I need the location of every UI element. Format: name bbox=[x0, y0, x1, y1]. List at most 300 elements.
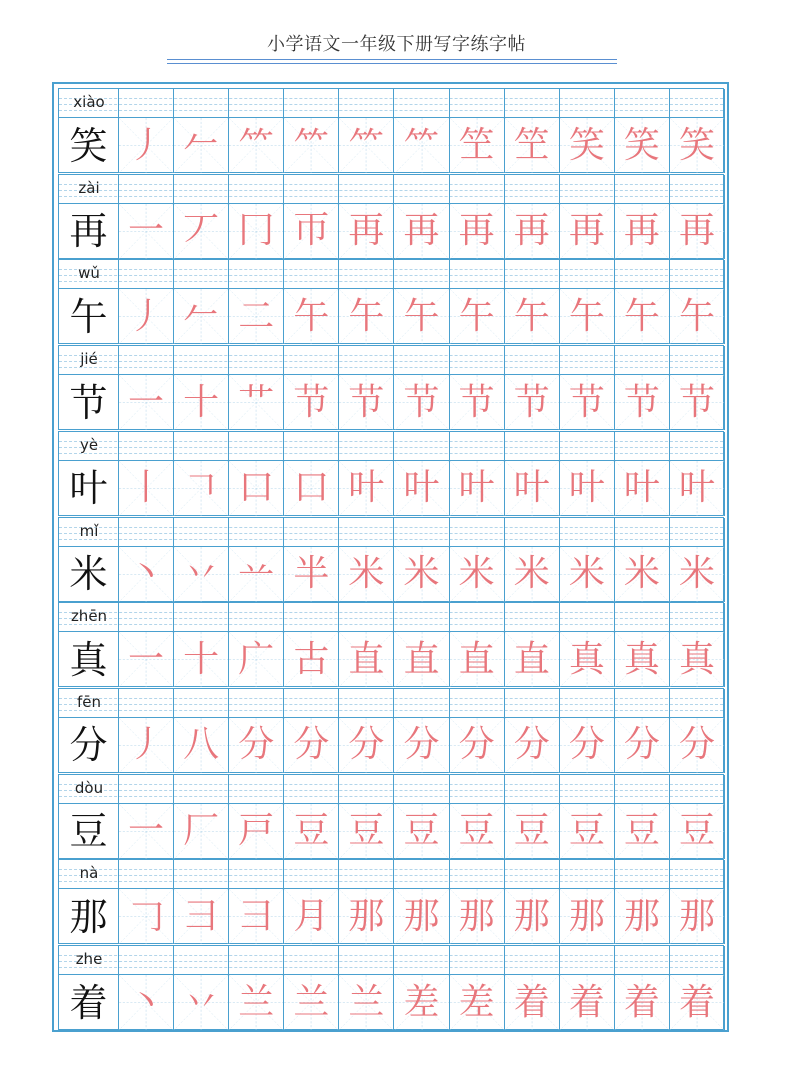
stroke-step-character: 分 bbox=[348, 724, 385, 766]
tracing-cell[interactable] bbox=[339, 204, 394, 259]
pinyin-practice-cell bbox=[229, 432, 284, 462]
tracing-cell[interactable] bbox=[284, 118, 339, 173]
tracing-cell[interactable] bbox=[174, 204, 229, 259]
tracing-cell[interactable] bbox=[339, 975, 394, 1030]
pinyin-practice-cell bbox=[615, 432, 670, 462]
stroke-step-character: 彐 bbox=[183, 895, 220, 937]
tracing-cell[interactable] bbox=[339, 804, 394, 859]
pinyin-practice-cell bbox=[560, 518, 615, 548]
tracing-cell[interactable] bbox=[174, 975, 229, 1030]
model-character-cell bbox=[59, 375, 119, 430]
pinyin-practice-cell bbox=[395, 175, 450, 205]
tracing-cell[interactable] bbox=[119, 289, 174, 344]
pinyin-practice-cell bbox=[174, 518, 229, 548]
stroke-step-character: 再 bbox=[679, 210, 716, 252]
tracing-cell[interactable] bbox=[670, 118, 725, 173]
stroke-step-character: 米 bbox=[623, 553, 660, 594]
stroke-step-character: 丿 bbox=[128, 295, 165, 337]
tracing-cell[interactable] bbox=[670, 975, 725, 1030]
model-character-cell bbox=[59, 718, 119, 773]
pinyin-label: dòu bbox=[74, 778, 104, 797]
stroke-step-character: 豆 bbox=[348, 810, 385, 852]
tracing-cell[interactable] bbox=[450, 632, 505, 687]
stroke-step-character: 真 bbox=[679, 638, 716, 680]
character-band bbox=[58, 718, 724, 773]
pinyin-label-cell bbox=[59, 603, 119, 633]
tracing-cell[interactable] bbox=[505, 804, 560, 859]
pinyin-practice-cell bbox=[174, 432, 229, 462]
model-character: 真 bbox=[69, 637, 108, 682]
tracing-cell[interactable] bbox=[670, 461, 725, 516]
pinyin-practice-cell bbox=[450, 260, 505, 290]
pinyin-practice-cell bbox=[284, 89, 339, 119]
stroke-step-character: 丿 bbox=[128, 124, 165, 166]
pinyin-label: jié bbox=[80, 350, 98, 369]
pinyin-practice-cell bbox=[229, 89, 284, 119]
stroke-step-character: 丷 bbox=[183, 553, 220, 594]
practice-row-2 bbox=[58, 174, 724, 259]
tracing-cell[interactable] bbox=[505, 461, 560, 516]
stroke-step-character: 二 bbox=[238, 295, 275, 337]
pinyin-practice-cell bbox=[395, 689, 450, 719]
pinyin-label-cell bbox=[59, 775, 119, 805]
pinyin-practice-cell bbox=[615, 946, 670, 976]
pinyin-practice-cell bbox=[339, 689, 394, 719]
tracing-cell[interactable] bbox=[450, 118, 505, 173]
tracing-cell[interactable] bbox=[670, 375, 725, 430]
tracing-cell[interactable] bbox=[450, 289, 505, 344]
tracing-cell[interactable] bbox=[229, 547, 284, 602]
tracing-cell[interactable] bbox=[505, 632, 560, 687]
pinyin-practice-cell bbox=[339, 260, 394, 290]
pinyin-practice-cell bbox=[505, 432, 560, 462]
stroke-step-character: 口 bbox=[238, 467, 275, 509]
model-character: 再 bbox=[69, 209, 108, 254]
stroke-step-character: 豆 bbox=[679, 810, 716, 852]
tracing-cell[interactable] bbox=[615, 289, 670, 344]
pinyin-practice-cell bbox=[670, 689, 725, 719]
tracing-cell[interactable] bbox=[505, 289, 560, 344]
stroke-step-character: ⺮ bbox=[348, 124, 385, 166]
practice-row-1 bbox=[58, 88, 724, 173]
stroke-step-character: 午 bbox=[513, 295, 550, 337]
tracing-cell[interactable] bbox=[174, 632, 229, 687]
tracing-cell[interactable] bbox=[284, 547, 339, 602]
pinyin-band bbox=[58, 602, 724, 632]
stroke-step-character: 䒑 bbox=[238, 553, 275, 594]
pinyin-practice-cell bbox=[395, 860, 450, 890]
stroke-step-character: 着 bbox=[623, 981, 660, 1023]
pinyin-practice-cell bbox=[229, 603, 284, 633]
stroke-step-character: 那 bbox=[458, 895, 495, 937]
stroke-step-character: 八 bbox=[183, 724, 220, 766]
tracing-cell[interactable] bbox=[119, 461, 174, 516]
tracing-cell[interactable] bbox=[339, 718, 394, 773]
tracing-cell[interactable] bbox=[615, 718, 670, 773]
tracing-cell[interactable] bbox=[395, 547, 450, 602]
tracing-cell[interactable] bbox=[119, 889, 174, 944]
pinyin-practice-cell bbox=[505, 775, 560, 805]
model-character-cell bbox=[59, 547, 119, 602]
tracing-cell[interactable] bbox=[670, 889, 725, 944]
tracing-cell[interactable] bbox=[560, 375, 615, 430]
tracing-cell[interactable] bbox=[670, 632, 725, 687]
tracing-cell[interactable] bbox=[560, 118, 615, 173]
pinyin-label-cell bbox=[59, 175, 119, 205]
pinyin-practice-cell bbox=[615, 175, 670, 205]
pinyin-practice-cell bbox=[450, 775, 505, 805]
tracing-cell[interactable] bbox=[119, 718, 174, 773]
model-character-cell bbox=[59, 889, 119, 944]
tracing-cell[interactable] bbox=[395, 204, 450, 259]
stroke-step-character: 再 bbox=[348, 210, 385, 252]
tracing-cell[interactable] bbox=[339, 118, 394, 173]
tracing-cell[interactable] bbox=[615, 804, 670, 859]
model-character-cell bbox=[59, 975, 119, 1030]
tracing-cell[interactable] bbox=[560, 547, 615, 602]
pinyin-practice-cell bbox=[229, 175, 284, 205]
stroke-step-character: 帀 bbox=[293, 210, 330, 252]
tracing-cell[interactable] bbox=[615, 632, 670, 687]
stroke-step-character: 兰 bbox=[348, 981, 385, 1023]
stroke-step-character: 着 bbox=[513, 981, 550, 1023]
tracing-cell[interactable] bbox=[560, 632, 615, 687]
pinyin-practice-cell bbox=[339, 346, 394, 376]
pinyin-practice-cell bbox=[670, 346, 725, 376]
pinyin-practice-cell bbox=[670, 775, 725, 805]
stroke-step-character: 丆 bbox=[183, 210, 220, 252]
tracing-cell[interactable] bbox=[174, 804, 229, 859]
pinyin-band bbox=[58, 259, 724, 289]
tracing-cell[interactable] bbox=[670, 204, 725, 259]
pinyin-label: nà bbox=[79, 864, 99, 883]
stroke-step-character: 笁 bbox=[458, 124, 495, 166]
stroke-step-character: 一 bbox=[128, 810, 165, 852]
pinyin-practice-cell bbox=[395, 946, 450, 976]
tracing-cell[interactable] bbox=[450, 718, 505, 773]
tracing-cell[interactable] bbox=[505, 889, 560, 944]
stroke-step-character: 叶 bbox=[679, 467, 716, 509]
model-character-cell bbox=[59, 461, 119, 516]
tracing-cell[interactable] bbox=[284, 375, 339, 430]
tracing-cell[interactable] bbox=[119, 804, 174, 859]
stroke-step-character: 那 bbox=[403, 895, 440, 937]
pinyin-practice-cell bbox=[119, 946, 174, 976]
stroke-step-character: 节 bbox=[568, 381, 605, 423]
stroke-step-character: 米 bbox=[403, 553, 440, 594]
pinyin-practice-cell bbox=[450, 603, 505, 633]
tracing-cell[interactable] bbox=[229, 118, 284, 173]
tracing-cell[interactable] bbox=[339, 375, 394, 430]
pinyin-practice-cell bbox=[560, 432, 615, 462]
stroke-step-character: 丿 bbox=[128, 724, 165, 766]
tracing-cell[interactable] bbox=[339, 289, 394, 344]
stroke-step-character: 分 bbox=[568, 724, 605, 766]
stroke-step-character: 分 bbox=[513, 724, 550, 766]
pinyin-label: xiào bbox=[73, 93, 105, 111]
stroke-step-character: 节 bbox=[293, 381, 330, 423]
pinyin-practice-cell bbox=[450, 860, 505, 890]
tracing-cell[interactable] bbox=[119, 547, 174, 602]
pinyin-practice-cell bbox=[450, 346, 505, 376]
tracing-cell[interactable] bbox=[284, 632, 339, 687]
tracing-cell[interactable] bbox=[284, 289, 339, 344]
tracing-cell[interactable] bbox=[119, 375, 174, 430]
pinyin-practice-cell bbox=[174, 175, 229, 205]
pinyin-practice-cell bbox=[284, 603, 339, 633]
tracing-cell[interactable] bbox=[229, 632, 284, 687]
pinyin-practice-cell bbox=[505, 689, 560, 719]
tracing-cell[interactable] bbox=[284, 889, 339, 944]
tracing-cell[interactable] bbox=[450, 547, 505, 602]
tracing-cell[interactable] bbox=[395, 975, 450, 1030]
tracing-cell[interactable] bbox=[615, 547, 670, 602]
stroke-step-character: 差 bbox=[403, 981, 440, 1023]
pinyin-practice-cell bbox=[229, 775, 284, 805]
model-character: 节 bbox=[69, 380, 108, 425]
tracing-cell[interactable] bbox=[229, 461, 284, 516]
pinyin-label-cell bbox=[59, 946, 119, 976]
stroke-step-character: 丶 bbox=[128, 553, 165, 594]
pinyin-practice-cell bbox=[339, 775, 394, 805]
tracing-cell[interactable] bbox=[560, 804, 615, 859]
practice-row-11 bbox=[58, 945, 724, 1030]
tracing-cell[interactable] bbox=[395, 289, 450, 344]
pinyin-practice-cell bbox=[229, 518, 284, 548]
pinyin-practice-cell bbox=[119, 346, 174, 376]
tracing-cell[interactable] bbox=[229, 804, 284, 859]
pinyin-practice-cell bbox=[670, 260, 725, 290]
pinyin-practice-cell bbox=[395, 89, 450, 119]
tracing-cell[interactable] bbox=[119, 632, 174, 687]
pinyin-band bbox=[58, 859, 724, 889]
tracing-cell[interactable] bbox=[560, 289, 615, 344]
tracing-cell[interactable] bbox=[229, 889, 284, 944]
pinyin-practice-cell bbox=[560, 260, 615, 290]
tracing-cell[interactable] bbox=[505, 975, 560, 1030]
stroke-step-character: 丶 bbox=[128, 981, 165, 1023]
stroke-step-character: 一 bbox=[128, 210, 165, 252]
stroke-step-character: 古 bbox=[293, 638, 330, 680]
pinyin-practice-cell bbox=[174, 689, 229, 719]
stroke-step-character: 叶 bbox=[458, 467, 495, 509]
tracing-cell[interactable] bbox=[395, 632, 450, 687]
character-band bbox=[58, 804, 724, 859]
tracing-cell[interactable] bbox=[339, 461, 394, 516]
tracing-cell[interactable] bbox=[174, 718, 229, 773]
stroke-step-character: ⺮ bbox=[238, 124, 275, 166]
tracing-cell[interactable] bbox=[174, 547, 229, 602]
tracing-cell[interactable] bbox=[395, 804, 450, 859]
practice-row-10 bbox=[58, 859, 724, 944]
pinyin-practice-cell bbox=[284, 432, 339, 462]
tracing-cell[interactable] bbox=[395, 889, 450, 944]
tracing-cell[interactable] bbox=[560, 889, 615, 944]
stroke-step-character: 那 bbox=[348, 895, 385, 937]
pinyin-practice-cell bbox=[560, 946, 615, 976]
character-band bbox=[58, 204, 724, 259]
pinyin-practice-cell bbox=[615, 860, 670, 890]
character-band bbox=[58, 461, 724, 516]
tracing-cell[interactable] bbox=[505, 118, 560, 173]
pinyin-label-cell bbox=[59, 689, 119, 719]
pinyin-label-cell bbox=[59, 346, 119, 376]
practice-row-6 bbox=[58, 517, 724, 602]
pinyin-practice-cell bbox=[174, 603, 229, 633]
pinyin-practice-cell bbox=[560, 175, 615, 205]
stroke-step-character: 叶 bbox=[623, 467, 660, 509]
stroke-step-character: 节 bbox=[623, 381, 660, 423]
tracing-cell[interactable] bbox=[339, 547, 394, 602]
pinyin-practice-cell bbox=[560, 860, 615, 890]
stroke-step-character: ⺮ bbox=[293, 124, 330, 166]
model-character: 着 bbox=[69, 980, 108, 1025]
character-band bbox=[58, 289, 724, 344]
tracing-cell[interactable] bbox=[339, 889, 394, 944]
tracing-cell[interactable] bbox=[174, 289, 229, 344]
stroke-step-character: 直 bbox=[458, 638, 495, 680]
pinyin-label-cell bbox=[59, 89, 119, 119]
pinyin-practice-cell bbox=[615, 346, 670, 376]
tracing-cell[interactable] bbox=[450, 204, 505, 259]
stroke-step-character: 叶 bbox=[403, 467, 440, 509]
stroke-step-character: 口 bbox=[293, 467, 330, 509]
tracing-cell[interactable] bbox=[174, 889, 229, 944]
tracing-cell[interactable] bbox=[119, 975, 174, 1030]
tracing-cell[interactable] bbox=[560, 204, 615, 259]
tracing-cell[interactable] bbox=[505, 718, 560, 773]
stroke-step-character: 直 bbox=[348, 638, 385, 680]
model-character-cell bbox=[59, 804, 119, 859]
stroke-step-character: 分 bbox=[679, 724, 716, 766]
model-character: 午 bbox=[69, 294, 108, 339]
pinyin-practice-cell bbox=[615, 689, 670, 719]
pinyin-practice-cell bbox=[450, 432, 505, 462]
tracing-cell[interactable] bbox=[670, 289, 725, 344]
pinyin-practice-cell bbox=[119, 775, 174, 805]
tracing-cell[interactable] bbox=[615, 889, 670, 944]
tracing-cell[interactable] bbox=[670, 804, 725, 859]
stroke-step-character: 广 bbox=[238, 638, 275, 680]
tracing-cell[interactable] bbox=[670, 718, 725, 773]
pinyin-practice-cell bbox=[505, 260, 560, 290]
tracing-cell[interactable] bbox=[284, 804, 339, 859]
tracing-cell[interactable] bbox=[615, 975, 670, 1030]
tracing-cell[interactable] bbox=[560, 718, 615, 773]
pinyin-practice-cell bbox=[284, 346, 339, 376]
stroke-step-character: 午 bbox=[458, 295, 495, 337]
tracing-cell[interactable] bbox=[229, 975, 284, 1030]
tracing-cell[interactable] bbox=[505, 547, 560, 602]
tracing-cell[interactable] bbox=[339, 632, 394, 687]
practice-row-9 bbox=[58, 774, 724, 859]
model-character: 叶 bbox=[69, 466, 108, 511]
tracing-cell[interactable] bbox=[505, 204, 560, 259]
tracing-cell[interactable] bbox=[174, 118, 229, 173]
stroke-step-character: 叶 bbox=[348, 467, 385, 509]
tracing-cell[interactable] bbox=[560, 461, 615, 516]
tracing-cell[interactable] bbox=[395, 375, 450, 430]
tracing-cell[interactable] bbox=[284, 975, 339, 1030]
tracing-cell[interactable] bbox=[284, 204, 339, 259]
pinyin-practice-cell bbox=[284, 175, 339, 205]
tracing-cell[interactable] bbox=[670, 547, 725, 602]
tracing-cell[interactable] bbox=[119, 118, 174, 173]
tracing-cell[interactable] bbox=[450, 889, 505, 944]
pinyin-practice-cell bbox=[339, 432, 394, 462]
stroke-step-character: 午 bbox=[403, 295, 440, 337]
practice-row-3 bbox=[58, 259, 724, 344]
tracing-cell[interactable] bbox=[450, 461, 505, 516]
tracing-cell[interactable] bbox=[450, 975, 505, 1030]
tracing-cell[interactable] bbox=[615, 375, 670, 430]
tracing-cell[interactable] bbox=[505, 375, 560, 430]
stroke-step-character: 兰 bbox=[238, 981, 275, 1023]
stroke-step-character: 真 bbox=[623, 638, 660, 680]
character-band bbox=[58, 375, 724, 430]
stroke-step-character: 那 bbox=[623, 895, 660, 937]
tracing-cell[interactable] bbox=[615, 461, 670, 516]
tracing-cell[interactable] bbox=[229, 204, 284, 259]
tracing-cell[interactable] bbox=[560, 975, 615, 1030]
stroke-step-character: 豆 bbox=[513, 810, 550, 852]
practice-grid bbox=[52, 82, 729, 1032]
tracing-cell[interactable] bbox=[615, 118, 670, 173]
stroke-step-character: 艹 bbox=[238, 381, 275, 423]
tracing-cell[interactable] bbox=[174, 461, 229, 516]
character-band bbox=[58, 118, 724, 173]
pinyin-practice-cell bbox=[670, 432, 725, 462]
tracing-cell[interactable] bbox=[229, 718, 284, 773]
stroke-step-character: 着 bbox=[568, 981, 605, 1023]
pinyin-practice-cell bbox=[174, 346, 229, 376]
stroke-step-character: 月 bbox=[293, 895, 330, 937]
tracing-cell[interactable] bbox=[450, 375, 505, 430]
stroke-step-character: 那 bbox=[513, 895, 550, 937]
pinyin-practice-cell bbox=[284, 946, 339, 976]
pinyin-practice-cell bbox=[229, 946, 284, 976]
tracing-cell[interactable] bbox=[395, 718, 450, 773]
pinyin-label: zhēn bbox=[70, 607, 108, 626]
tracing-cell[interactable] bbox=[174, 375, 229, 430]
tracing-cell[interactable] bbox=[119, 204, 174, 259]
stroke-step-character: 米 bbox=[679, 553, 716, 594]
stroke-step-character: 十 bbox=[183, 638, 220, 680]
stroke-step-character: 米 bbox=[458, 553, 495, 594]
tracing-cell[interactable] bbox=[229, 289, 284, 344]
stroke-step-character: 𠂉 bbox=[183, 124, 220, 166]
model-character: 那 bbox=[69, 894, 108, 939]
pinyin-band bbox=[58, 517, 724, 547]
tracing-cell[interactable] bbox=[284, 718, 339, 773]
tracing-cell[interactable] bbox=[615, 204, 670, 259]
stroke-step-character: 𠃍 bbox=[183, 467, 220, 509]
stroke-step-character: 那 bbox=[568, 895, 605, 937]
pinyin-band bbox=[58, 688, 724, 718]
tracing-cell[interactable] bbox=[395, 118, 450, 173]
stroke-step-character: 叶 bbox=[513, 467, 550, 509]
stroke-step-character: 𠂉 bbox=[183, 295, 220, 337]
model-character-cell bbox=[59, 632, 119, 687]
tracing-cell[interactable] bbox=[284, 461, 339, 516]
tracing-cell[interactable] bbox=[395, 461, 450, 516]
pinyin-practice-cell bbox=[339, 946, 394, 976]
pinyin-practice-cell bbox=[560, 775, 615, 805]
tracing-cell[interactable] bbox=[450, 804, 505, 859]
pinyin-band bbox=[58, 431, 724, 461]
tracing-cell[interactable] bbox=[229, 375, 284, 430]
pinyin-practice-cell bbox=[339, 603, 394, 633]
